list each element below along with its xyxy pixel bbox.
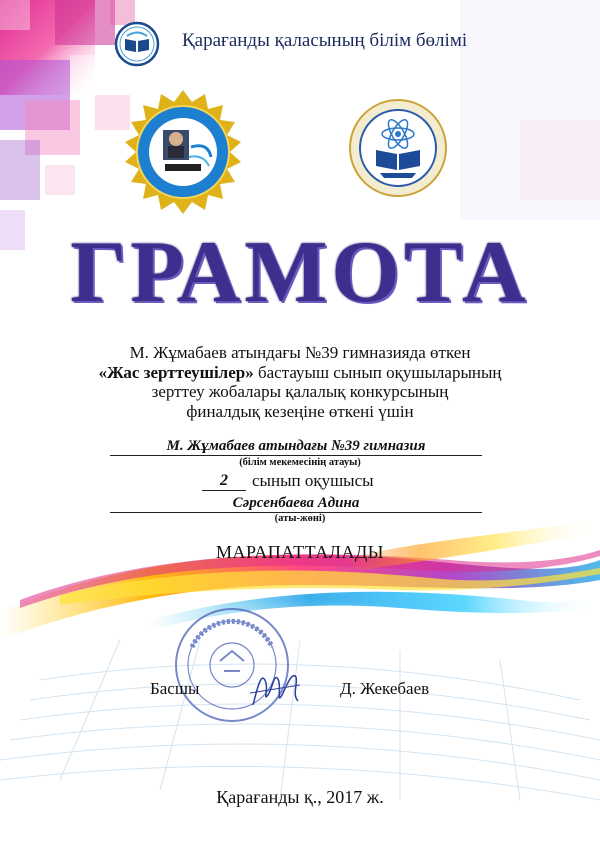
body-line-3: зерттеу жобалары қалалық конкурсының — [151, 382, 449, 401]
grade-label: сынып оқушысы — [252, 471, 374, 490]
body-line-2-rest: бастауыш сынып оқушыларының — [253, 362, 502, 382]
organization-name: Қарағанды қаласының білім бөлімі — [182, 30, 468, 51]
grade-field: 2 — [202, 472, 246, 491]
handwritten-signature-icon — [248, 665, 302, 713]
student-name-caption: (аты-жөні) — [274, 513, 326, 524]
young-researchers-logo-icon — [340, 98, 456, 198]
gymnasium-logo-icon — [118, 87, 248, 217]
body-line-2 — [60, 363, 540, 383]
institution-caption: (білім мекемесінің атауы) — [239, 457, 361, 468]
certificate-title: ГРАМОТА — [70, 224, 530, 321]
body-line-4: финалдық кезеңіне өткені үшін — [186, 401, 414, 421]
place-and-year: Қарағанды қ., 2017 ж. — [216, 787, 384, 807]
student-name-field: Сәрсенбаева Адина — [110, 494, 482, 513]
signatory-name: Д. Жекебаев — [340, 679, 430, 698]
signature-role: Басшы — [150, 679, 200, 698]
institution-field: М. Жұмабаев атындағы №39 гимназия — [110, 437, 482, 456]
body-line-1: М. Жұмабаев атындағы №39 гимназияда өткен — [129, 343, 471, 362]
open-book-emblem-icon — [114, 21, 160, 67]
certificate-body — [60, 343, 540, 421]
award-text: МАРАПАТТАЛАДЫ — [216, 542, 384, 562]
contest-name: «Жас зерттеушілер» — [98, 362, 254, 382]
